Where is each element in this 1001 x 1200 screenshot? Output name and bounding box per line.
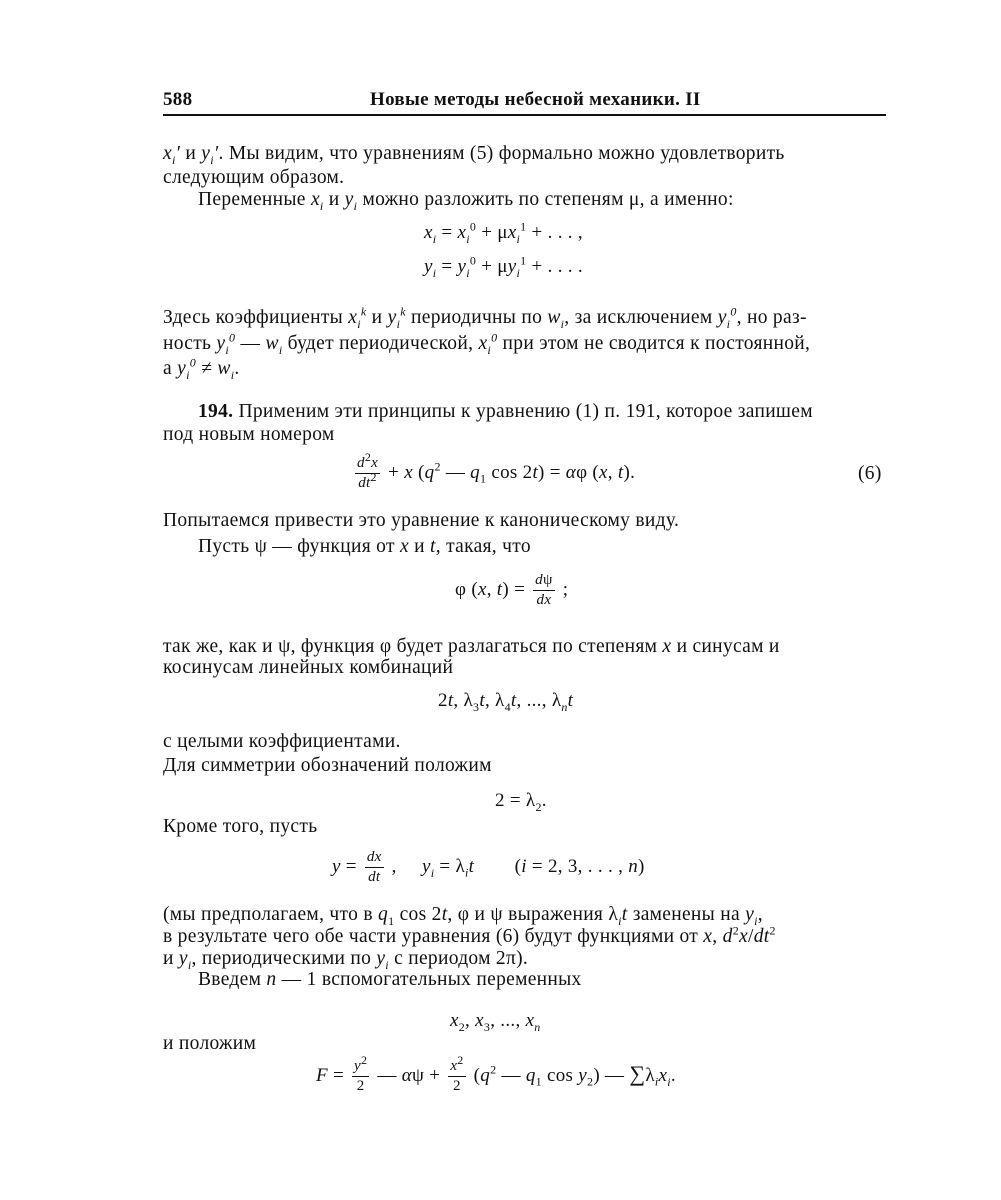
paragraph-coefficients-line1: Здесь коэффициенты $x_i^k$ и $y_i^k$ периодичны по $w_i$, за исключением $y_i^0$, но раз- [163,304,807,331]
equation-phi: φ (x, t) = $\frac{d\psi}{dx}$ ; [455,572,569,608]
paragraph-integer-coeffs: с целыми коэффициентами. [163,731,401,752]
equation-lambda2: $2 = \lambda_2$. [495,790,547,814]
equation-x-list: $x_2$, $x_3$, ..., $x_n$ [450,1010,541,1034]
section-194-line1: 194. Применим эти принципы к уравнению (1) п. 191, которое запишем [198,401,813,422]
header-rule [163,114,886,116]
paragraph-expansion-line1: так же, как и ψ, функция φ будет разлагаться по степеням x и синусам и [163,636,780,657]
paragraph-expansion-line2: косинусам линейных комбинаций [163,657,454,678]
paragraph-assume-line2: в результате чего обе части уравнения (6) будут функциями от x, $d^2x/dt^2$ [163,923,776,947]
paragraph-intro-line2: следующим образом. [163,167,345,188]
paragraph-variables: Переменные $x_i$ и $y_i$ можно разложить по степеням μ, а именно: [198,189,734,213]
equation-lambda-list: 2t, $\lambda_3t$, $\lambda_4t$, ..., $\lambda_nt$ [438,690,574,714]
paragraph-coefficients-line3: а $y_i^0 \ne w_i$. [163,355,240,382]
equation-y-expansion: $y_i = y_i^0 + \mu y_i^1$ + . . . . [424,253,583,280]
paragraph-assume-line1: (мы предполагаем, что в $q_1$ cos 2t, φ и ψ выражения $\lambda_it$ заменены на $y_i$, [163,904,763,928]
paragraph-symmetry: Для симметрии обозначений положим [163,755,492,776]
section-number: 194. [198,401,234,422]
paragraph-besides: Кроме того, пусть [163,816,318,837]
paragraph-introduce: Введем n — 1 вспомогательных переменных [198,969,582,990]
equation-y-def: y = $\frac{dx}{dt}$ , $y_i = \lambda_it$ (i = 2, 3, . . . , n) [332,849,645,885]
paragraph-intro-line1: $x_i'$ и $y_i'$. Мы видим, что уравнениям (5) формально можно удовлетворить [163,143,785,167]
equation-x-expansion: $x_i = x_i^0 + \mu x_i^1$ + . . . , [424,219,583,246]
running-title: Новые методы небесной механики. II [370,89,701,110]
paragraph-canonical: Попытаемся привести это уравнение к каноническому виду. [163,510,680,531]
paragraph-set: и положим [163,1033,257,1054]
paragraph-psi-def: Пусть ψ — функция от x и t, такая, что [198,536,531,557]
equation-6: $\frac{d^2x}{dt^2}$ + x ($q^2$ — $q_1$ cos 2t) = αφ (x, t). [357,450,636,491]
page-number: 588 [163,89,193,110]
paragraph-assume-line3: и $y_i$, периодическими по $y_i$ с периодом 2π). [163,948,529,972]
paragraph-coefficients-line2: ность $y_i^0$ — $w_i$ будет периодической, $x_i^0$ при этом не сводится к постоянной, [163,330,811,357]
section-194-line2: под новым номером [163,424,335,445]
equation-6-number: (6) [858,463,882,484]
equation-hamiltonian: F = $\frac{y^2}{2}$ — αψ + $\frac{x^2}{2}$ ($q^2$ — $q_1$ $\cos y_2$) — $\sum\lambda_ix_i$. [316,1053,676,1094]
